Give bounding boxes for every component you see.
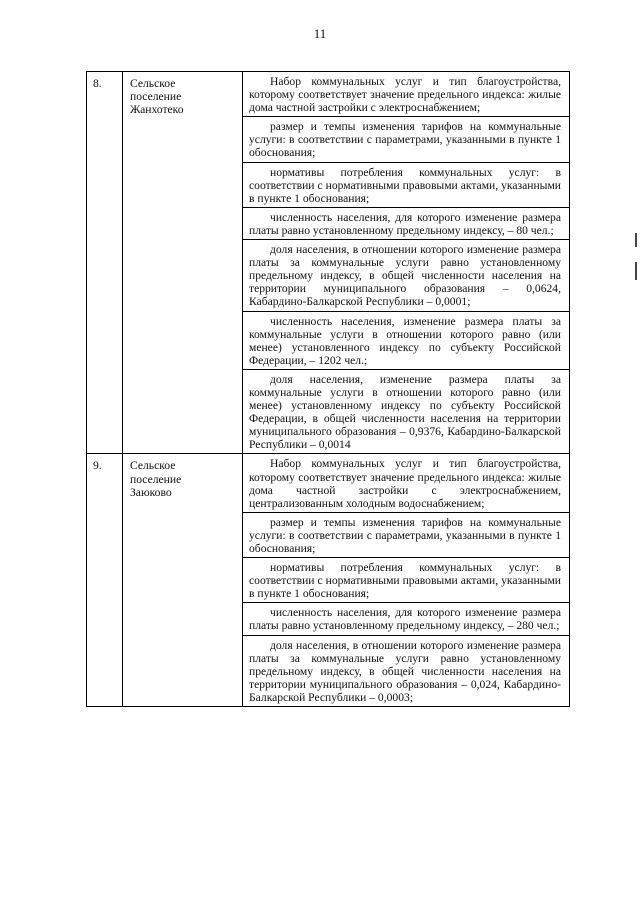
- description-paragraph: численность населения, изменение размера платы за коммунальные услуги в отношении которого равно (или менее) установленного индексу по субъекту Российской Федерации, – 1202 чел.;: [243, 312, 569, 370]
- row-number: 8.: [87, 72, 123, 454]
- settlement-name-line: Жанхотеко: [130, 103, 184, 117]
- settlement-name-line: Сельское: [130, 459, 176, 473]
- description-paragraph: доля населения, в отношении которого изменение размера платы за коммунальные услуги равно установленному предельному индексу, в общей численности населения на территории муниципального образования – 0,024, Кабардино-Балкарской Республики – 0,0003;: [249, 638, 561, 704]
- description-paragraph: доля населения, изменение размера платы за коммунальные услуги в отношении которого равно (или менее) установленному индексу по субъекту Российской Федерации, в общей численности населения на территории муниципального образования – 0,9376, Кабардино-Балкарской Республики – 0,0014: [249, 372, 561, 452]
- scan-edge-mark: [635, 233, 637, 247]
- description-paragraph: размер и темпы изменения тарифов на коммунальные услуги: в соответствии с параметрами, указанными в пункте 1 обоснования;: [243, 513, 569, 558]
- scan-edge-mark: [635, 262, 637, 280]
- description-paragraph: нормативы потребления коммунальных услуг: в соответствии с нормативными правовыми актами, указанными в пункте 1 обоснования;: [243, 163, 569, 208]
- description-paragraph: численность населения, для которого изменение размера платы равно установленному предельному индексу, – 280 чел.;: [243, 603, 569, 635]
- description-paragraph: нормативы потребления коммунальных услуг: в соответствии с нормативными правовыми актами, указанными в пункте 1 обоснования;: [243, 558, 569, 603]
- settlement-name: [123, 72, 243, 454]
- description-cell: [243, 454, 570, 707]
- description-cell: [243, 72, 570, 454]
- description-paragraph: Набор коммунальных услуг и тип благоустройства, которому соответствует значение предельного индекса: жилые дома частной застройки с электроснабжением;: [243, 72, 569, 117]
- page-number: 11: [313, 26, 327, 41]
- settlements-table: [86, 71, 570, 707]
- settlement-name-line: поселение: [130, 90, 182, 104]
- description-paragraph: размер и темпы изменения тарифов на коммунальные услуги: в соответствии с параметрами, указанными в пункте 1 обоснования;: [243, 117, 569, 162]
- table-row: [87, 454, 570, 707]
- description-paragraph: доля населения, в отношении которого изменение размера платы за коммунальные услуги равно установленному предельному индексу, в общей численности населения на территории муниципального образования – 0,0624, Кабардино-Балкарской Республики – 0,0001;: [243, 240, 569, 311]
- settlement-name-line: Сельское: [130, 77, 176, 90]
- table-row: [87, 72, 570, 454]
- description-paragraph: численность населения, для которого изменение размера платы равно установленному предельному индексу, – 80 чел.;: [243, 208, 569, 240]
- settlement-name-line: поселение: [130, 472, 182, 486]
- settlement-name: [123, 454, 243, 707]
- row-number: 9.: [87, 454, 123, 707]
- settlement-name-line: Заюково: [130, 485, 172, 499]
- description-paragraph: Набор коммунальных услуг и тип благоустройства, которому соответствует значение предельного индекса: жилые дома частной застройки с электроснабжением, централизованным холодным водоснабжением;: [243, 454, 569, 512]
